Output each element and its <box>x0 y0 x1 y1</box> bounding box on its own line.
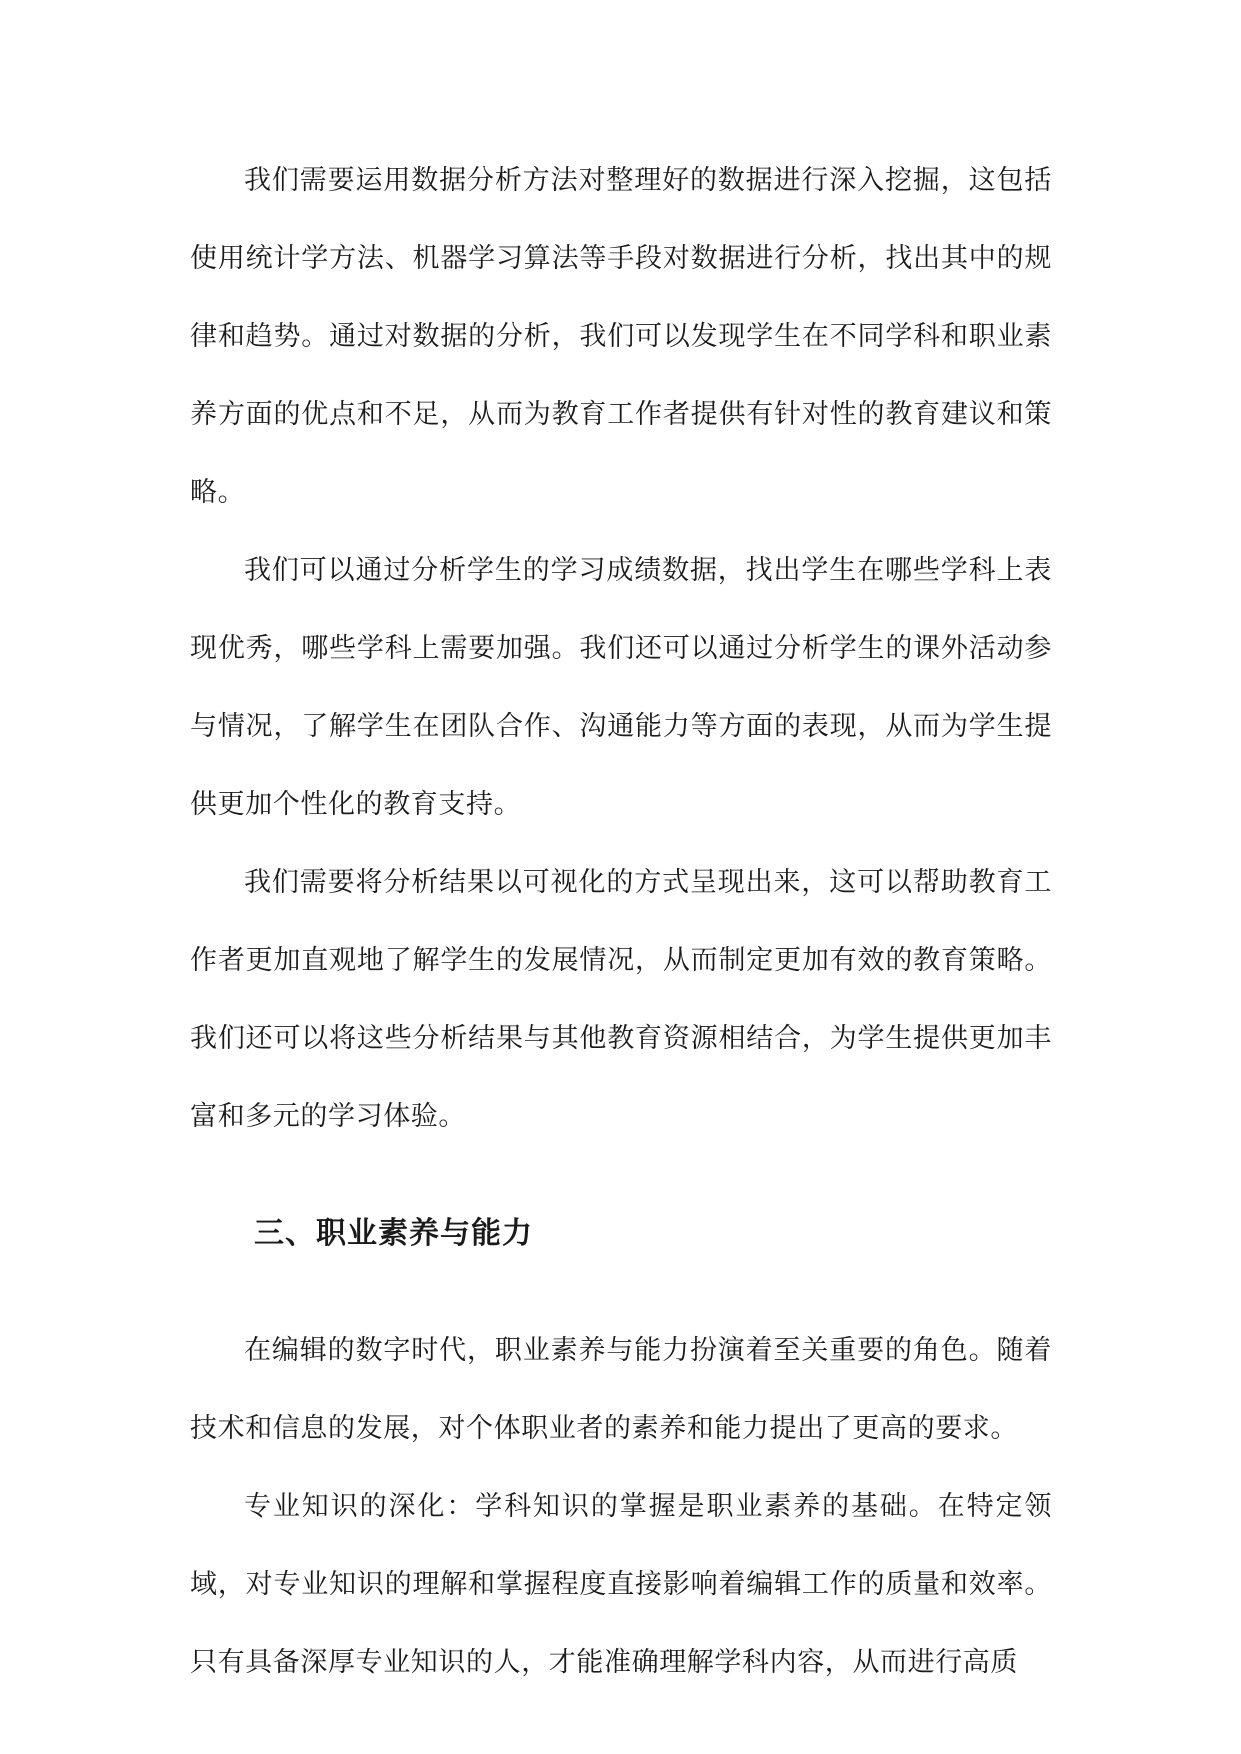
document-body <box>190 142 1052 1702</box>
section-heading: 三、职业素养与能力 <box>254 1216 533 1251</box>
paragraph-digital-era: 在编辑的数字时代，职业素养与能力扮演着至关重要的角色。随着技术和信息的发展，对个体职业者的素养和能力提出了更高的要求。 <box>190 1335 1052 1444</box>
paragraph-professional-knowledge: 专业知识的深化：学科知识的掌握是职业素养的基础。在特定领域，对专业知识的理解和掌握程度直接影响着编辑工作的质量和效率。只有具备深厚专业知识的人，才能准确理解学科内容，从而进行高质 <box>190 1491 1052 1678</box>
paragraph-visualization: 我们需要将分析结果以可视化的方式呈现出来，这可以帮助教育工作者更加直观地了解学生的发展情况，从而制定更加有效的教育策略。我们还可以将这些分析结果与其他教育资源相结合，为学生提供更加丰富和多元的学习体验。 <box>190 867 1052 1132</box>
paragraph-data-mining: 我们需要运用数据分析方法对整理好的数据进行深入挖掘，这包括使用统计学方法、机器学习算法等手段对数据进行分析，找出其中的规律和趋势。通过对数据的分析，我们可以发现学生在不同学科和职业素养方面的优点和不足，从而为教育工作者提供有针对性的教育建议和策略。 <box>190 165 1052 508</box>
paragraph-score-analysis: 我们可以通过分析学生的学习成绩数据，找出学生在哪些学科上表现优秀，哪些学科上需要加强。我们还可以通过分析学生的课外活动参与情况，了解学生在团队合作、沟通能力等方面的表现，从而为学生提供更加个性化的教育支持。 <box>190 555 1052 820</box>
section-heading-wrapper <box>190 1156 1052 1312</box>
